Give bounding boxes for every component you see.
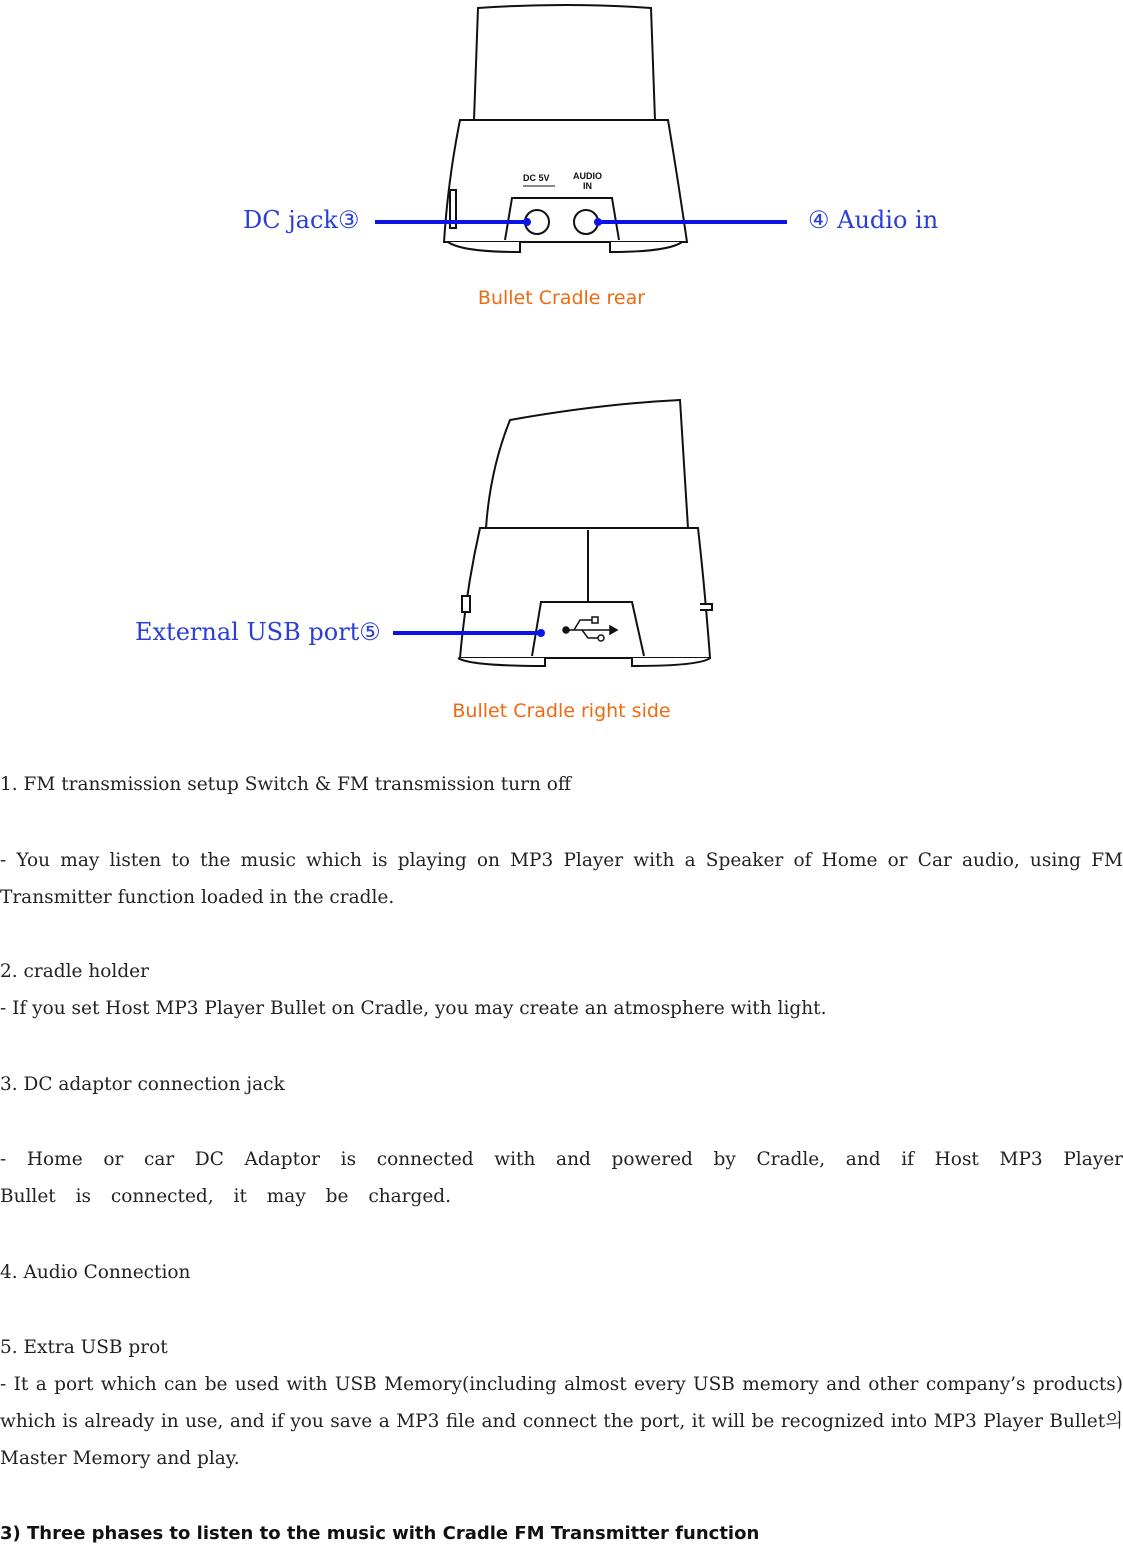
usb-recess [532,602,644,656]
section-4-title: 4. Audio Connection [0,1262,191,1283]
side-figure-caption: Bullet Cradle right side [452,700,671,722]
section-1-title: 1. FM transmission setup Switch & FM transmission turn off [0,774,572,795]
cradle-rear-figure [0,0,1123,280]
section-3-body: - Home or car DC Adaptor is connected with and powered by Cradle, and if Host MP3 Player Bullet is connected, it may be charged. [0,1149,1123,1207]
rear-figure-caption: Bullet Cradle rear [477,287,646,309]
cradle-side-top [486,400,688,528]
panel-audio-label: AUDIO [573,171,602,181]
audio-in-callout: ④ Audio in [808,206,939,234]
section-2-body: - If you set Host MP3 Player Bullet on Cradle, you may create an atmosphere with light. [0,998,827,1019]
section-5-title: 5. Extra USB prot [0,1337,168,1358]
section-5-body: - It a port which can be used with USB Memory(including almost every USB memory and other company’s products) which is already in use, and if you save a MP3 file and connect the port, it will be recognized into MP3 Player Bullet의 Master Memory and play. [0,1374,1123,1469]
panel-audio-label-in: IN [583,181,592,191]
cradle-rear-top [474,5,655,120]
dc-jack-callout: DC jack③ [243,206,360,234]
section-3-title: 3. DC adaptor connection jack [0,1074,285,1095]
section-1-body: - You may listen to the music which is playing on MP3 Player with a Speaker of Home or Car audio, using FM Transmitter function loaded in the cradle. [0,850,1123,908]
phases-heading: 3) Three phases to listen to the music with Cradle FM Transmitter function [0,1523,760,1544]
panel-dc-label: DC 5V [523,173,550,183]
section-2-title: 2. cradle holder [0,961,149,982]
usb-port-callout: External USB port⑤ [135,618,381,646]
